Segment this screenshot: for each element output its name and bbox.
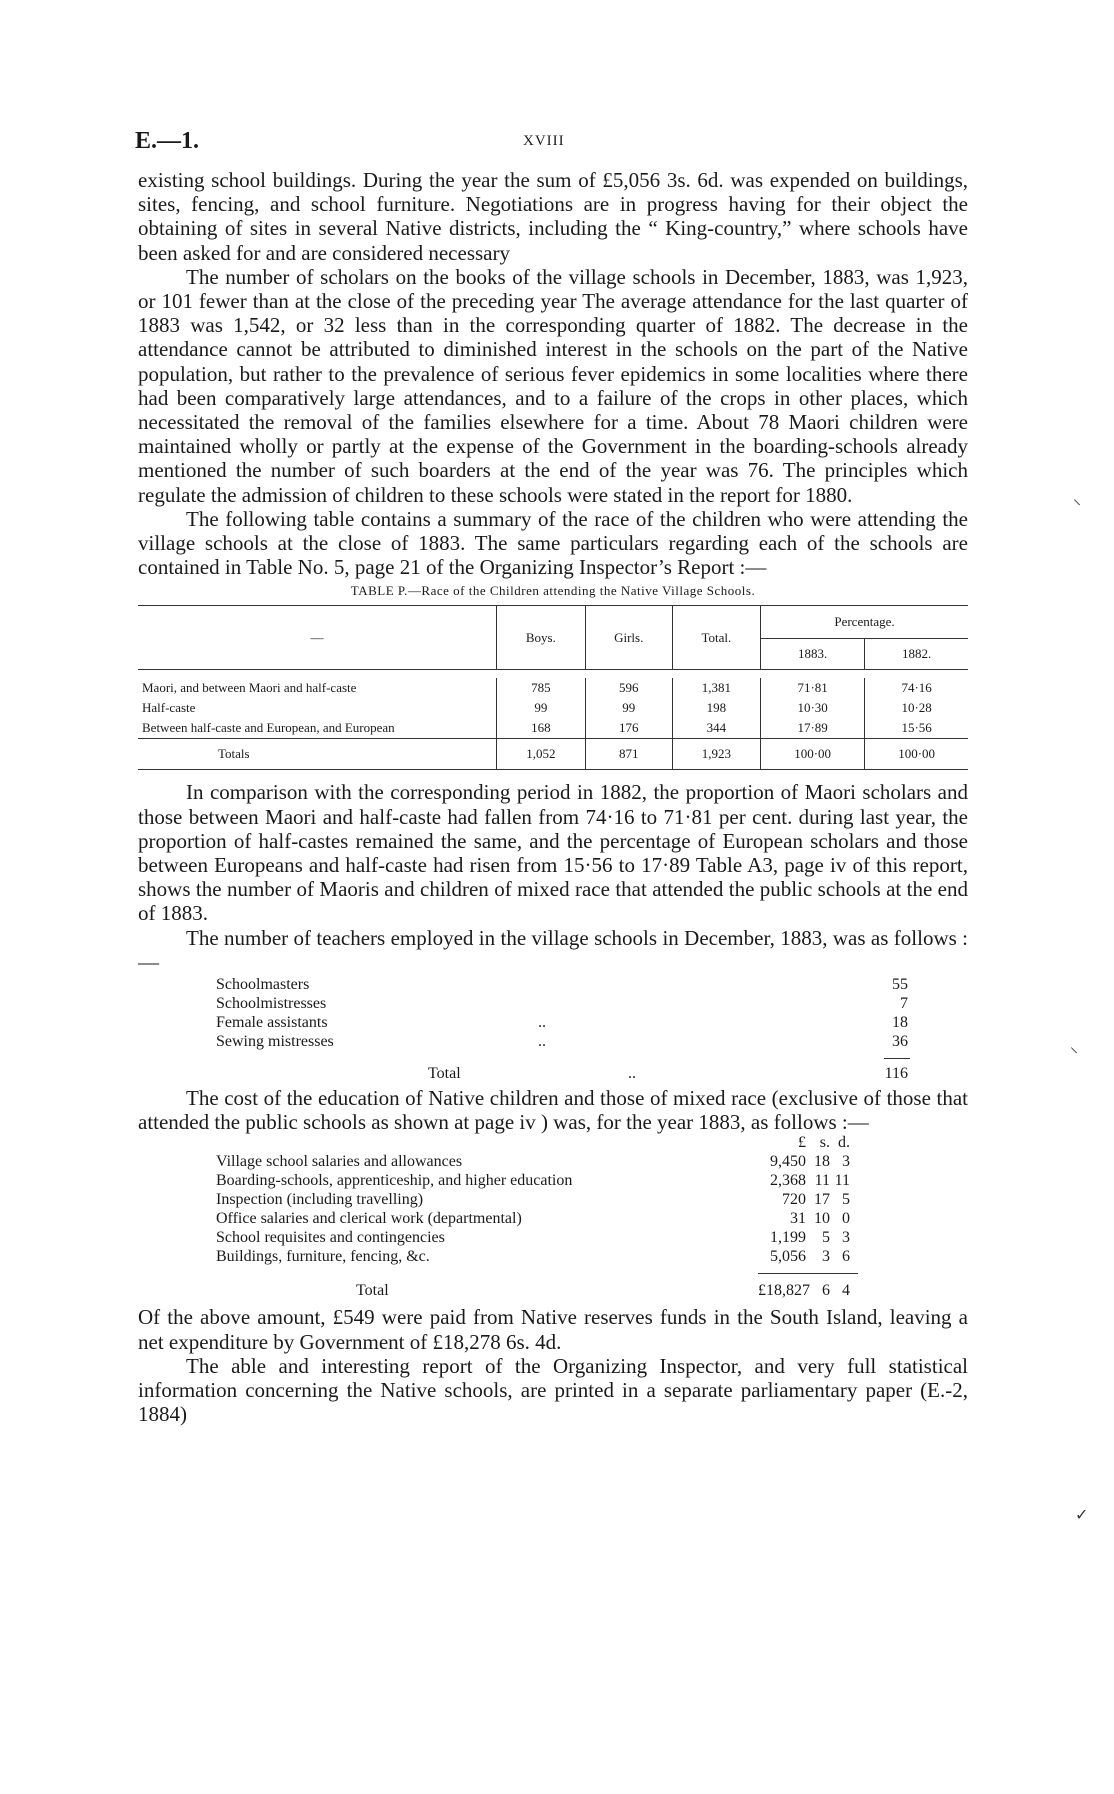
table-row: Half-caste 99 99 198 10·30 10·28 (138, 698, 968, 718)
race-table (138, 605, 968, 770)
col-boys: Boys. (497, 606, 586, 670)
total-rule (884, 1058, 910, 1059)
page-number: XVIII (523, 133, 565, 149)
paragraph-report: The able and interesting report of the Organizing Inspector, and very full statistical information concerning the Native schools, are printed in a separate parliamentary paper (E.-2, 1884) (138, 1353, 968, 1427)
table-caption: TABLE P.—Race of the Children attending the Native Village Schools. (350, 583, 756, 599)
table-row: Village school salaries and allowances 9,450 18 3 (216, 1153, 850, 1171)
col-total: Total. (672, 606, 760, 670)
table-row: School requisites and contingencies 1,199 5 3 (216, 1229, 850, 1247)
paper-reference: E.—1. (135, 128, 200, 154)
table-totals-row: Totals 1,052 871 1,923 100·00 100·00 (138, 739, 968, 770)
table-row: Boarding-schools, apprenticeship, and higher education 2,368 11 11 (216, 1172, 850, 1190)
col-1882: 1882. (865, 639, 968, 670)
table-row: Maori, and between Maori and half-caste 785 596 1,381 71·81 74·16 (138, 678, 968, 698)
teachers-total-row: Total .. 116 (428, 1065, 908, 1083)
paragraph-cost-intro: The cost of the education of Native children and those of mixed race (exclusive of those that attended the public schools as shown at page iv ) was, for the year 1883, as follows :— (138, 1086, 968, 1135)
cost-total-row: Total £18,827 6 4 (356, 1282, 850, 1300)
shillings-header: s. (819, 1134, 830, 1152)
page-body (138, 168, 968, 1427)
col-1883: 1883. (760, 639, 864, 670)
table-row: Inspection (including travelling) 720 17 5 (216, 1191, 850, 1209)
teachers-list (138, 976, 968, 1086)
paragraph-reserves: Of the above amount, £549 were paid from Native reserves funds in the South Island, leaving a net expenditure by Government of £18,278 6s. 4d. (138, 1305, 968, 1354)
list-item: Schoolmistresses 7 (216, 995, 908, 1013)
paragraph-buildings: existing school buildings. During the year the sum of £5,056 3s. 6d. was expended on buildings, sites, fencing, and school furniture. Negotiations are in progress having for their object the obtaining of sites in several Native districts, including the “ King-country,” where schools have been asked for and are considered necessary (138, 168, 968, 265)
list-item: Female assistants .. 18 (216, 1014, 908, 1032)
page-header (135, 128, 965, 158)
paragraph-scholars: The number of scholars on the books of the village schools in December, 1883, was 1,923, or 101 fewer than at the close of the preceding year The average attendance for the last quarter of 1883 was 1,542, or 32 less than in the corresponding quarter of 1882. The decrease in the attendance cannot be attributed to diminished interest in the schools on the part of the Native population, but rather to the prevalence of serious fever epidemics in some localities where there had been comparatively large attendances, and to a failure of the crops in other places, which necessitated the removal of the families elsewhere for a time. About 78 Maori children were maintained wholly or partly at the expense of the Government in the boarding-schools already mentioned the number of such boarders at the end of the year was 76. The principles which regulate the admission of children to these schools were stated in the report for 1880. (138, 264, 968, 507)
rule-row (138, 1052, 968, 1062)
margin-tick-icon: ⸜ (1070, 1039, 1079, 1056)
table-row: Buildings, furniture, fencing, &c. 5,056 3 6 (216, 1248, 850, 1266)
table-row: Office salaries and clerical work (departmental) 31 10 0 (216, 1210, 850, 1228)
margin-tick-icon: ⸜ (1073, 491, 1082, 508)
pounds-header: £ (798, 1134, 806, 1152)
cost-total-rule (758, 1273, 858, 1274)
cost-header (138, 1134, 968, 1153)
paragraph-comparison: In comparison with the corresponding period in 1882, the proportion of Maori scholars and those between Maori and half-caste had fallen from 74·16 to 71·81 per cent. during last year, the proportion of half-castes remained the same, and the percentage of European scholars and those between Europeans and half-caste had risen from 15·56 to 17·89 Table A3, page iv of this report, shows the number of Maoris and children of mixed race that attended the public schools at the end of 1883. (138, 780, 968, 926)
paragraph-teachers-intro: The number of teachers employed in the village schools in December, 1883, was as follows :— (138, 925, 968, 974)
table-corner: — (310, 629, 324, 645)
col-girls: Girls. (585, 606, 672, 670)
col-percentage: Percentage. (760, 606, 968, 639)
paragraph-table-intro: The following table contains a summary of the race of the children who were attending the village schools at the close of 1883. The same particulars regarding each of the schools are contained in Table No. 5, page 21 of the Organizing Inspector’s Report :— (138, 506, 968, 580)
margin-tick-icon: ✓ (1075, 1507, 1089, 1524)
list-item: Sewing mistresses .. 36 (216, 1033, 908, 1051)
cost-table (138, 1134, 968, 1305)
pence-header: d. (838, 1134, 850, 1152)
list-item: Schoolmasters 55 (216, 976, 908, 994)
rule-row (138, 1267, 968, 1279)
table-row: Between half-caste and European, and European 168 176 344 17·89 15·56 (138, 718, 968, 739)
